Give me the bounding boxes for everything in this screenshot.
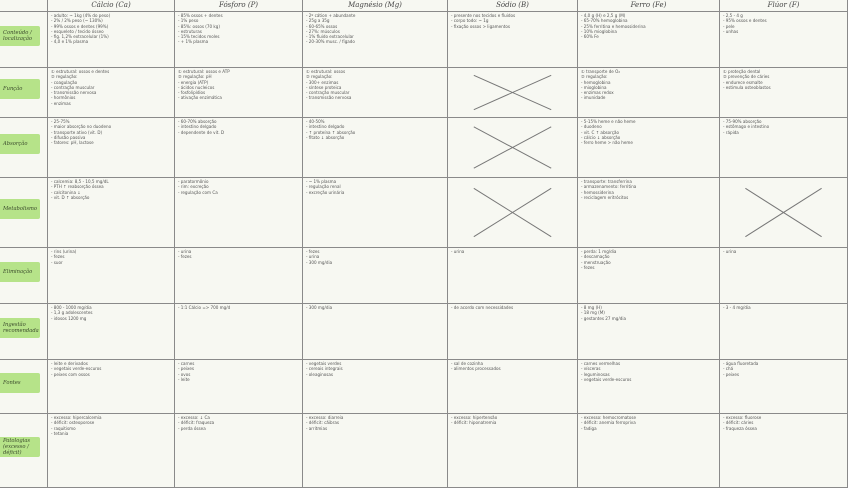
- cell-text-line: - excesso: hemocromatose: [581, 415, 637, 420]
- table-cell: [175, 68, 303, 118]
- cell-text-line: - 300+ enzimas: [306, 79, 339, 85]
- table-cell: [175, 248, 303, 304]
- table-cell: [720, 304, 848, 360]
- cell-text-line: - 75-90% absorção: [723, 119, 762, 124]
- table-cell: [175, 360, 303, 414]
- cell-text-line: - carnes: [178, 361, 195, 366]
- cell-text-line: - contração muscular: [306, 90, 350, 96]
- table-cell: [48, 414, 175, 488]
- table-cell: [175, 414, 303, 488]
- cell-text-line: - sal de cozinha: [451, 361, 484, 366]
- cell-text-line: - hemossiderina: [581, 189, 614, 195]
- cell-text-line: - transmissão nervosa: [306, 95, 352, 101]
- cell-text-line: - déficit: hiponatremia: [451, 420, 497, 426]
- table-cell: [48, 360, 175, 414]
- cell-text-line: - adulto: ~ 1kg (4% do peso): [51, 13, 111, 18]
- cell-text-line: - idosos 1200 mg: [51, 315, 87, 321]
- row-label: Metabolismo: [0, 199, 40, 219]
- table-cell: [578, 304, 720, 360]
- cell-text-line: - difusão passiva: [51, 134, 86, 140]
- table-cell: [303, 248, 448, 304]
- cell-text-line: - ovos: [178, 371, 191, 377]
- cell-text-line: - de acordo com necessidades: [451, 305, 514, 310]
- cell-text-line: - déficit: osteoporose: [51, 420, 95, 426]
- cell-text-line: - fosfolipídios: [178, 90, 206, 96]
- cell-text-line: - carnes vermelhas: [581, 361, 621, 366]
- table-cell: [175, 12, 303, 68]
- cell-text-line: - 4,0 e 1% plasma: [51, 39, 89, 45]
- row-label-cell: [0, 304, 48, 360]
- row-label: Conteúdo / localização: [0, 26, 40, 46]
- cell-text-line: - ↑ proteína ↑ absorção: [306, 129, 356, 135]
- cell-text-line: - vegetais verde-escuros: [581, 376, 632, 382]
- table-cell: [48, 178, 175, 248]
- cell-text-line: - vit. D ↑ absorção: [51, 194, 90, 200]
- cell-text-line: - 85%: ossos (70 kg): [178, 23, 220, 29]
- empty-crossed-cell: [448, 178, 578, 248]
- cell-text-line: - 18 mg (M): [581, 310, 605, 316]
- cell-text-line: - gestantes 27 mg/dia: [581, 315, 627, 321]
- cell-text-line: - PTH ↑ reabsorção óssea: [51, 184, 104, 190]
- cell-text-line: - calcemia: 8,5 - 10,5 mg/dL: [51, 179, 109, 184]
- cell-text-line: - menstruação: [581, 259, 611, 265]
- cell-text-line: - intestino delgado: [306, 124, 345, 130]
- table-cell: [720, 414, 848, 488]
- table-cell: [303, 68, 448, 118]
- cell-text-line: - rim: excreção: [178, 184, 209, 190]
- cell-text-line: - 15% tecidos moles: [178, 34, 220, 40]
- cell-text-line: - leite: [178, 376, 190, 382]
- table-cell: [720, 12, 848, 68]
- table-cell: [578, 12, 720, 68]
- column-header: Fósforo (P): [175, 0, 303, 12]
- cell-text-line: - vísceras: [581, 366, 601, 372]
- cell-text-line: - tetania: [51, 430, 69, 436]
- cell-text-line: - 65-70% hemoglobina: [581, 18, 628, 24]
- cell-text-line: - descamação: [581, 254, 610, 260]
- cross-mark-icon: [448, 118, 577, 177]
- cell-text-line: - endurece esmalte: [723, 79, 763, 85]
- column-header: Sódio (B): [448, 0, 578, 12]
- cell-text-line: ② regulação:: [306, 74, 333, 80]
- cell-text-line: - cálcio ↓ absorção: [581, 134, 621, 140]
- cell-text-line: - hemoglobina: [581, 79, 611, 85]
- table-cell: [578, 178, 720, 248]
- cell-text-line: - 85% ossos + dentes: [178, 13, 223, 18]
- row-label: Patologias (excesso / déficit): [0, 437, 40, 457]
- cell-text-line: ① estrutural: ossos e dentes: [51, 69, 110, 74]
- cell-text-line: - hormônios: [51, 95, 76, 101]
- table-cell: [448, 360, 578, 414]
- cell-text-line: - fadiga: [581, 425, 597, 431]
- cell-text-line: - estômago e intestino: [723, 124, 770, 130]
- cell-text-line: - fatores: pH, lactose: [51, 140, 94, 146]
- row-label-cell: [0, 12, 48, 68]
- table-cell: [48, 118, 175, 178]
- cell-text-line: - enzimas redox: [581, 90, 614, 96]
- row-label-cell: [0, 118, 48, 178]
- cell-text-line: - urina: [178, 249, 192, 254]
- cell-text-line: - 20-30% musc. / fígado: [306, 39, 355, 45]
- table-cell: [448, 414, 578, 488]
- cross-mark-icon: [720, 178, 847, 247]
- cell-text-line: - urina: [723, 249, 737, 254]
- cell-text-line: - raquitismo: [51, 425, 76, 431]
- cell-text-line: - paratormônio: [178, 179, 209, 184]
- table-cell: [48, 68, 175, 118]
- column-header: Flúor (F): [720, 0, 848, 12]
- cell-text-line: ② regulação:: [51, 74, 78, 80]
- table-cell: [48, 248, 175, 304]
- cross-mark-icon: [448, 68, 577, 117]
- table-cell: [175, 178, 303, 248]
- cell-text-line: - 800 - 1000 mg/dia: [51, 305, 92, 310]
- table-cell: [303, 12, 448, 68]
- table-cell: [720, 118, 848, 178]
- cell-text-line: - corpo todo: ~ 1g: [451, 18, 489, 24]
- table-cell: [720, 248, 848, 304]
- cell-text-line: - 25-75%: [51, 119, 70, 124]
- table-cell: [175, 304, 303, 360]
- table-cell: [448, 248, 578, 304]
- row-label-cell: [0, 178, 48, 248]
- corner-cell: [0, 0, 48, 12]
- cell-text-line: - fezes: [51, 254, 65, 260]
- cell-text-line: - regulação com Ca: [178, 189, 218, 195]
- cell-text-line: - peixes: [723, 371, 739, 377]
- cell-text-line: - vegetais verdes: [306, 361, 342, 366]
- cell-text-line: - excreção urinária: [306, 189, 345, 195]
- cell-text-line: - rápida: [723, 129, 739, 135]
- table-cell: [448, 12, 578, 68]
- cell-text-line: - 2,5 - 4 g: [723, 13, 743, 18]
- cell-text-line: - perda óssea: [178, 425, 206, 431]
- cell-text-line: - transporte: transferrina: [581, 179, 632, 184]
- cell-text-line: - fezes: [306, 249, 320, 254]
- cell-text-line: ① estrutural: ossos e ATP: [178, 69, 230, 74]
- cell-text-line: - 10% mioglobina: [581, 28, 617, 34]
- row-label: Função: [0, 79, 40, 99]
- table-cell: [578, 360, 720, 414]
- cell-text-line: - estruturas: [178, 28, 202, 34]
- table-cell: [448, 304, 578, 360]
- cell-text-line: - 4,0 g (H) e 2,5 g (M): [581, 13, 626, 18]
- cell-text-line: - fezes: [178, 254, 192, 260]
- row-label: Fontes: [0, 373, 40, 393]
- cell-text-line: - peixes: [178, 366, 194, 372]
- cell-text-line: - fitato ↓ absorção: [306, 134, 345, 140]
- cell-text-line: - 300 mg/dia: [306, 305, 333, 310]
- empty-crossed-cell: [448, 68, 578, 118]
- cell-text-line: - peixes com ossos: [51, 371, 90, 377]
- cell-text-line: - fraqueza óssea: [723, 425, 757, 431]
- cell-text-line: - 1% fluido extracelular: [306, 34, 354, 40]
- cell-text-line: - perda: 1 mg/dia: [581, 249, 617, 254]
- cross-mark-icon: [448, 178, 577, 247]
- cell-text-line: - urina: [451, 249, 465, 254]
- cell-text-line: - 1% peso: [178, 18, 199, 24]
- cell-text-line: ② prevenção de cáries: [723, 74, 770, 80]
- cell-text-line: - energia (ATP): [178, 79, 209, 85]
- cell-text-line: ② regulação:: [581, 74, 608, 80]
- cell-text-line: - oleaginosas: [306, 371, 334, 377]
- cell-text-line: - 25% ferritina e hemossiderina: [581, 23, 646, 29]
- cell-text-line: - síntese proteica: [306, 84, 342, 90]
- cell-text-line: - 40-50%: [306, 119, 325, 124]
- cell-text-line: - unhas: [723, 28, 739, 34]
- cell-text-line: - suor: [51, 259, 63, 265]
- empty-crossed-cell: [720, 178, 848, 248]
- cell-text-line: - cereais integrais: [306, 366, 343, 372]
- cell-text-line: - fixação ossos > ligamentos: [451, 23, 511, 29]
- table-cell: [303, 360, 448, 414]
- cell-text-line: - fezes: [581, 264, 595, 270]
- empty-crossed-cell: [448, 118, 578, 178]
- row-label: Eliminação: [0, 262, 40, 282]
- cell-text-line: - presente nos tecidos e fluidos: [451, 13, 516, 18]
- cell-text-line: - leguminosas: [581, 371, 610, 377]
- cell-text-line: - 8 mg (H): [581, 305, 602, 310]
- table-cell: [303, 118, 448, 178]
- cell-text-line: - coagulação: [51, 79, 78, 85]
- cell-text-line: - 1:1 Cálcio => 700 mg/d: [178, 305, 231, 310]
- cell-text-line: - déficit: anemia ferropriva: [581, 420, 636, 426]
- cell-text-line: - regulação renal: [306, 184, 341, 190]
- cell-text-line: - 60-65% ossos: [306, 23, 338, 29]
- cell-text-line: - 5-15% heme e não heme: [581, 119, 636, 124]
- row-label-cell: [0, 68, 48, 118]
- cell-text-line: - água fluoretada: [723, 361, 759, 366]
- table-cell: [720, 68, 848, 118]
- cell-text-line: - transporte ativo (vit. D): [51, 129, 103, 135]
- cell-text-line: - 95% ossos e dentes: [723, 18, 767, 24]
- table-cell: [48, 12, 175, 68]
- cell-text-line: - 1,3 g adolescentes: [51, 310, 93, 316]
- cell-text-line: - rins (urina): [51, 249, 77, 254]
- cell-text-line: - calcitonina ↓: [51, 189, 81, 195]
- cell-text-line: - mioglobina: [581, 84, 607, 90]
- cell-text-line: - intestino delgado: [178, 124, 217, 130]
- cell-text-line: - arritmias: [306, 425, 328, 431]
- column-header: Cálcio (Ca): [48, 0, 175, 12]
- cell-text-line: - esqueleto / tecido ósseo: [51, 28, 104, 34]
- table-cell: [48, 304, 175, 360]
- cell-text-line: - ácidos nucleicos: [178, 84, 215, 90]
- column-header: Ferro (Fe): [578, 0, 720, 12]
- cell-text-line: - alimentos processados: [451, 366, 501, 372]
- cell-text-line: - 60-70% absorção: [178, 119, 217, 124]
- table-cell: [303, 178, 448, 248]
- row-label: Ingestão recomendada: [0, 318, 40, 338]
- cell-text-line: - enzimas: [51, 100, 71, 106]
- cell-text-line: - déficit: fraqueza: [178, 420, 215, 426]
- cell-text-line: - 3 - 4 mg/dia: [723, 305, 751, 310]
- cell-text-line: - excesso: hipercalcemia: [51, 415, 102, 420]
- row-label-cell: [0, 248, 48, 304]
- cell-text-line: - ativação enzimática: [178, 95, 222, 101]
- cell-text-line: - contração muscular: [51, 84, 95, 90]
- table-cell: [303, 414, 448, 488]
- cell-text-line: - 25g a 35g: [306, 18, 330, 24]
- cell-text-line: - + 1% plasma: [178, 39, 209, 45]
- cell-text-line: - leite e derivados: [51, 361, 88, 366]
- cell-text-line: ② regulação: pH: [178, 74, 212, 80]
- cell-text-line: - transmissão nervosa: [51, 90, 97, 96]
- cell-text-line: - ~ 1% plasma: [306, 179, 337, 184]
- row-label: Absorção: [0, 134, 40, 154]
- row-label-cell: [0, 360, 48, 414]
- cell-text-line: - vit. C ↑ absorção: [581, 129, 620, 135]
- cell-text-line: - chá: [723, 366, 734, 372]
- cell-text-line: - excesso: hipertensão: [451, 415, 498, 420]
- table-cell: [175, 118, 303, 178]
- table-cell: [578, 118, 720, 178]
- row-label-cell: [0, 414, 48, 488]
- column-header: Magnésio (Mg): [303, 0, 448, 12]
- cell-text-line: - 27%: músculos: [306, 28, 340, 34]
- cell-text-line: - reciclagem eritrócitos: [581, 194, 629, 200]
- table-cell: [303, 304, 448, 360]
- cell-text-line: - dependente de vit. D: [178, 129, 225, 135]
- table-cell: [578, 414, 720, 488]
- cell-text-line: - excesso: diarreia: [306, 415, 344, 420]
- cell-text-line: - estimula osteoblastos: [723, 84, 771, 90]
- cell-text-line: - 2º cátion + abundante: [306, 13, 356, 18]
- cell-text-line: - 60% Fe: [581, 34, 599, 40]
- cell-text-line: - fig. 1,2% extracelular (1%): [51, 34, 109, 40]
- cell-text-line: - armazenamento: ferritina: [581, 184, 637, 190]
- cell-text-line: ① proteção dental: [723, 69, 761, 74]
- cell-text-line: - excesso: ↓ Ca: [178, 415, 210, 420]
- cell-text-line: ① transporte de O₂: [581, 69, 620, 74]
- cell-text-line: - vegetais verde-escuros: [51, 366, 102, 372]
- table-cell: [578, 68, 720, 118]
- cell-text-line: - excesso: fluorose: [723, 415, 762, 420]
- table-cell: [720, 360, 848, 414]
- cell-text-line: - imunidade: [581, 95, 606, 101]
- cell-text-line: - ferro heme > não heme: [581, 140, 633, 146]
- cell-text-line: - déficit: cáries: [723, 420, 754, 426]
- cell-text-line: - 2% / 2% peso (~ 130%): [51, 18, 103, 24]
- cell-text-line: - 300 mg/dia: [306, 259, 333, 265]
- cell-text-line: - 99% ossos e dentes (99%): [51, 23, 109, 29]
- cell-text-line: - duodeno: [581, 124, 602, 130]
- table-cell: [578, 248, 720, 304]
- cell-text-line: ① estrutural: ossos: [306, 69, 346, 74]
- cell-text-line: - déficit: cãibras: [306, 420, 339, 426]
- cell-text-line: - pele: [723, 23, 735, 29]
- cell-text-line: - maior absorção no duodeno: [51, 124, 112, 130]
- cell-text-line: - urina: [306, 254, 320, 260]
